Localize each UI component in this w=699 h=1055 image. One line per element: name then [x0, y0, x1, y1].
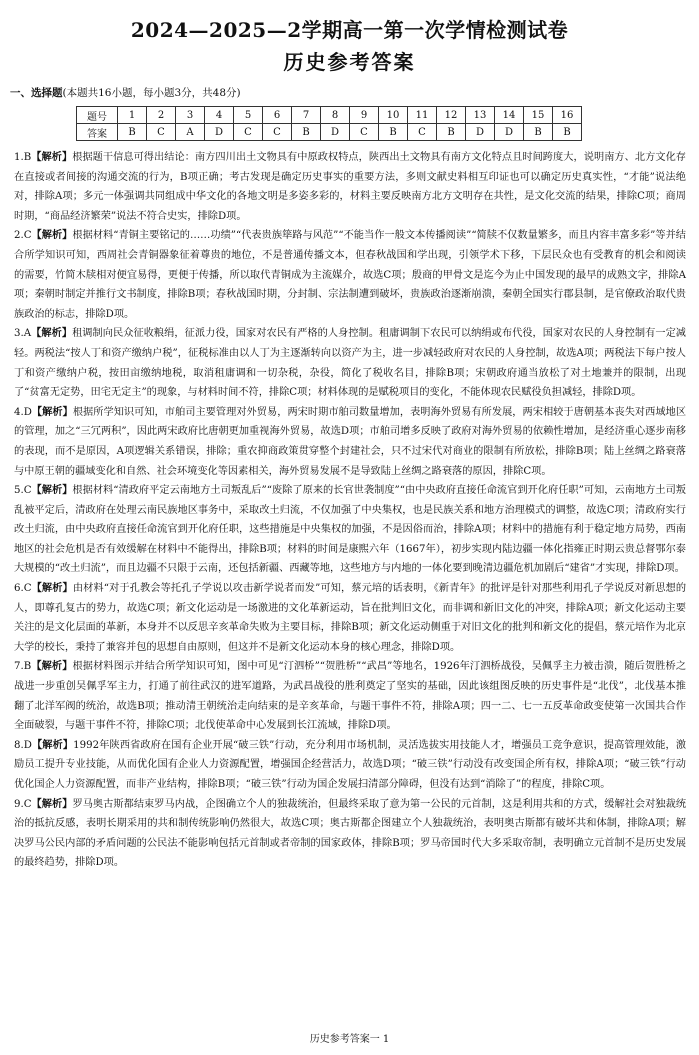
item-number: 1.B	[14, 152, 32, 163]
question-number-cell: 7	[292, 107, 321, 124]
document-subtitle: 历史参考答案	[283, 50, 416, 74]
answer-cell: D	[495, 124, 524, 141]
question-number-cell: 16	[553, 107, 582, 124]
explanation-item	[14, 736, 686, 795]
question-number-cell: 5	[234, 107, 263, 124]
document-title: 2024—2025—2学期高一第一次学情检测试卷	[130, 18, 569, 42]
item-text: 根据所学知识可知，市舶司主要管理对外贸易，两宋时期市舶司数量增加，表明海外贸易有所发展，两宋相较于唐朝基本丧失对西域地区的管理，加之“三冗两积”，因此两宋政府比唐朝更加重视海外贸易，故选D项；市舶司增多反映了政府对海外贸易的依赖性增加，是经济重心逐步南移的表现，而不是原因，A项逻辑关系错误，排除；重农抑商政策贯穿整个封建社会，只不过宋代对商业的限制有所放松，排除B项；陆上丝绸之路衰落与中原王朝的疆域变化和自然、社会环境变化等因素相关，海外贸易发展不是导致陆上丝绸之路衰落的原因，排除C项。	[14, 406, 687, 477]
explanation-item	[14, 148, 686, 226]
answer-row	[77, 124, 582, 141]
explanation-item	[14, 657, 686, 735]
question-number-cell: 10	[379, 107, 408, 124]
question-number-cell: 12	[437, 107, 466, 124]
analysis-tag: 【解析】	[31, 229, 73, 242]
item-text: 根据材料“青铜主要铭记的……功绩”“代表贵族筚路与风范”“不能当作一般文本传播阅读”“简牍不仅数量繁多，而且内容丰富多彩”等并结合所学知识可知，西周社会青铜器象征着尊贵的地位，不是普通传播文本，但春秋战国和学出现，引领学术下移，下层民众也有受教育的机会和阅读的需要，竹简木牍相对便宜易得，更便于传播，所以取代青铜成为主流媒介，故选C项；殷商的甲骨文是迄今为止中国发现的最早的成熟文字，排除A项；秦朝时制定并推行文书制度，排除B项；春秋战国时期，分封制、宗法制遭到破坏，贵族政治逐渐崩溃，秦朝全国实行郡县制，是官僚政治取代贵族政治的标志，排除D项。	[14, 230, 686, 320]
item-number: 3.A	[14, 328, 32, 340]
answer-cell: B	[437, 124, 466, 141]
item-text: 1992年陕西省政府在国有企业开展“破三铁”行动，充分利用市场机制，灵活选拔实用技能人才，增强员工竞争意识，提高管理效能，激励员工提升专业技能，从而优化国有企业人力资源配置，增强国企经营活力，故选D项；“破三铁”行动没有改变国企所有权，排除A项；“破三铁”行动优化国企人力资源配置，而非产业结构，排除B项；“破三铁”行动为国企发展扫清部分障碍，但没有达到“消除了”的程度，排除C项。	[14, 739, 687, 790]
question-row	[77, 107, 582, 124]
item-text: 根据题干信息可得出结论：南方四川出土文物具有中原政权特点，陕西出土文物具有南方文化特点且时间跨度大，说明南方、北方文化存在直接或者间接的沟通交流的行为，B项正确；考古发现是确定历史事实的重要方法，多则文献史料相互印证也可以确定历史真实性，“才能”说法绝对，排除A项；多元一体强调共同组成中华文化的各地文明是多姿多彩的，材料主要反映南方北方文明存在共性，是文化交流的结果，排除C项；商周时期，“商品经济繁荣”说法不符合史实，排除D项。	[14, 152, 686, 222]
explanation-item	[14, 403, 686, 481]
question-number-cell: 3	[176, 107, 205, 124]
item-text: 根据材料“清政府平定云南地方土司叛乱后”“废除了原来的长官世袭制度”“由中央政府直接任命流官到开化府任职”可知，云南地方土司叛乱被平定后，清政府在处理云南民族地区事务中，采取改土归流，不仅加强了中央集权，也是民族关系和地方治理模式的调整，故选C项；清政府实行改土归流，由中央政府直接任命流官到开化府任职，这些措施是中央集权的加强，不是因俗而治，排除A项；材料中的措施有利于稳定地方局势，西南地区的社会危机是否有效缓解在材料中不能得出，排除B项；材料的时间是康熙六年（1667年），初步实现内陆边疆一体化指雍正时期云贵总督鄂尔泰大规模的“改土归流”，而且边疆不只限于云南，还包括新疆、西藏等地，这些地方与内地的一体化要到晚清边疆危机加剧后“建省”才实现，排除D项。	[14, 485, 686, 575]
question-number-cell: 6	[263, 107, 292, 124]
explanation-item	[14, 795, 686, 873]
question-number-cell: 1	[118, 107, 147, 124]
item-number: 9.C	[14, 798, 32, 810]
answer-cell: C	[147, 124, 176, 141]
answer-cell: B	[524, 124, 553, 141]
analysis-tag: 【解析】	[31, 484, 73, 497]
analysis-tag: 【解析】	[31, 405, 73, 418]
item-text: 根据材料图示并结合所学知识可知，图中可见“汀泗桥”“贺胜桥”“武昌”等地名，1926年汀泗桥战役，吴佩孚主力被击溃，随后贺胜桥之战进一步重创吴佩孚军主力，打通了前往武汉的进军道路，为武昌战役的胜利奠定了坚实的基础，因此该组图反映的历史事件是“北伐”，北伐基本推翻了北洋军阀的统治，故选B项；推动清王朝统治走向结束的是辛亥革命，与题干事件不符，排除A项；四一二、七一五反革命政变使第一次国共合作全面破裂，与题干事件不符，排除C项；北伐使革命中心发展到长江流域，排除D项。	[14, 661, 687, 732]
question-number-cell: 15	[524, 107, 553, 124]
analysis-tag: 【解析】	[31, 582, 73, 595]
answer-cell: B	[379, 124, 408, 141]
section-note: (本题共16小题，每小题3分，共48分)	[62, 87, 241, 99]
answer-cell: C	[408, 124, 437, 141]
question-number-cell: 11	[408, 107, 437, 124]
answer-cell: B	[118, 124, 147, 141]
item-number: 8.D	[14, 739, 32, 751]
analysis-tag: 【解析】	[31, 327, 73, 340]
answer-row-label: 答案	[77, 124, 118, 141]
answer-cell: D	[466, 124, 495, 141]
answer-cell: C	[234, 124, 263, 141]
item-number: 4.D	[14, 406, 32, 418]
answer-cell: B	[553, 124, 582, 141]
answer-cell: C	[350, 124, 379, 141]
question-number-cell: 9	[350, 107, 379, 124]
explanation-item	[14, 579, 686, 657]
analysis-tag: 【解析】	[31, 660, 73, 673]
explanation-item	[14, 324, 686, 402]
section-title: 一、选择题	[10, 87, 63, 99]
analysis-tag: 【解析】	[31, 151, 73, 163]
analysis-tag: 【解析】	[31, 797, 73, 810]
answer-cell: B	[292, 124, 321, 141]
question-number-cell: 14	[495, 107, 524, 124]
item-number: 2.C	[14, 230, 32, 242]
section-heading	[10, 85, 241, 100]
explanation-list	[14, 148, 686, 873]
answer-cell: A	[176, 124, 205, 141]
item-number: 7.B	[14, 661, 32, 673]
item-number: 5.C	[14, 485, 32, 497]
answer-cell: D	[205, 124, 234, 141]
question-number-cell: 4	[205, 107, 234, 124]
analysis-tag: 【解析】	[31, 738, 74, 751]
explanation-item	[14, 481, 686, 579]
item-number: 6.C	[14, 583, 32, 595]
answer-table	[76, 106, 582, 141]
item-text: 由材料“对于孔教会等托孔子学说以攻击新学说者而发”可知，蔡元培的话表明，《新青年》的批评是针对那些利用孔子学说反对新思想的人，即尊孔复古的势力，故选C项；新文化运动是一场激进的文化革新运动，旨在批判旧文化，而非调和新旧文化的冲突，排除A项；新文化运动主要关注的是文化层面的革新，本身并不以反思辛亥革命失败为主要目标，排除B项；新文化运动侧重于对旧文化的批判和新文化的提倡，蔡元培作为北京大学的校长，秉持了兼容并包的思想自由原则，但这并不是新文化运动本身的核心理念，排除D项。	[14, 583, 687, 653]
answer-cell: D	[321, 124, 350, 141]
item-text: 租调制向民众征收粮绢，征派力役，国家对农民有严格的人身控制。租庸调制下农民可以纳绢或布代役，国家对农民的人身控制有一定减轻。两税法“按人丁和资产缴纳户税”，征税标准由以人丁为主逐渐转向以资产为主，进一步减轻政府对农民的人身控制，故选A项；两税法下每户按人丁和资产缴纳户税，按田亩缴纳地税，取消租庸调和一切杂税，杂役，简化了税收名目，排除B项；宋朝政府通当放松了对土地兼并的限制，出现了“贫富无定势，田宅无定主”的现象，与材料时间不符，排除C项；材料体现的是赋税项目的变化，不能体现农民赋役负担减轻，排除D项。	[14, 328, 686, 399]
question-number-cell: 2	[147, 107, 176, 124]
question-number-cell: 8	[321, 107, 350, 124]
item-text: 罗马奥古斯都结束罗马内战，企图确立个人的独裁统治，但最终采取了意为第一公民的元首制，这是利用共和的方式，缓解社会对独裁统治的抵抗反感，表明长期采用的共和制传统影响仍然很大，故选C项；奥古斯都企图建立个人独裁统治，表明奥古斯都有破坏共和体制，排除A项；解决罗马公民内部的矛盾问题的公民法不能影响包括元首制或者帝制的国家政体，排除B项；罗马帝国时代大多采取帝制，表明确立元首制不是历史发展的最终趋势，排除D项。	[14, 798, 687, 869]
explanation-item	[14, 226, 686, 324]
question-row-label: 题号	[77, 107, 118, 124]
question-number-cell: 13	[466, 107, 495, 124]
answer-cell: C	[263, 124, 292, 141]
page-footer: 历史参考答案一 1	[309, 1034, 390, 1045]
